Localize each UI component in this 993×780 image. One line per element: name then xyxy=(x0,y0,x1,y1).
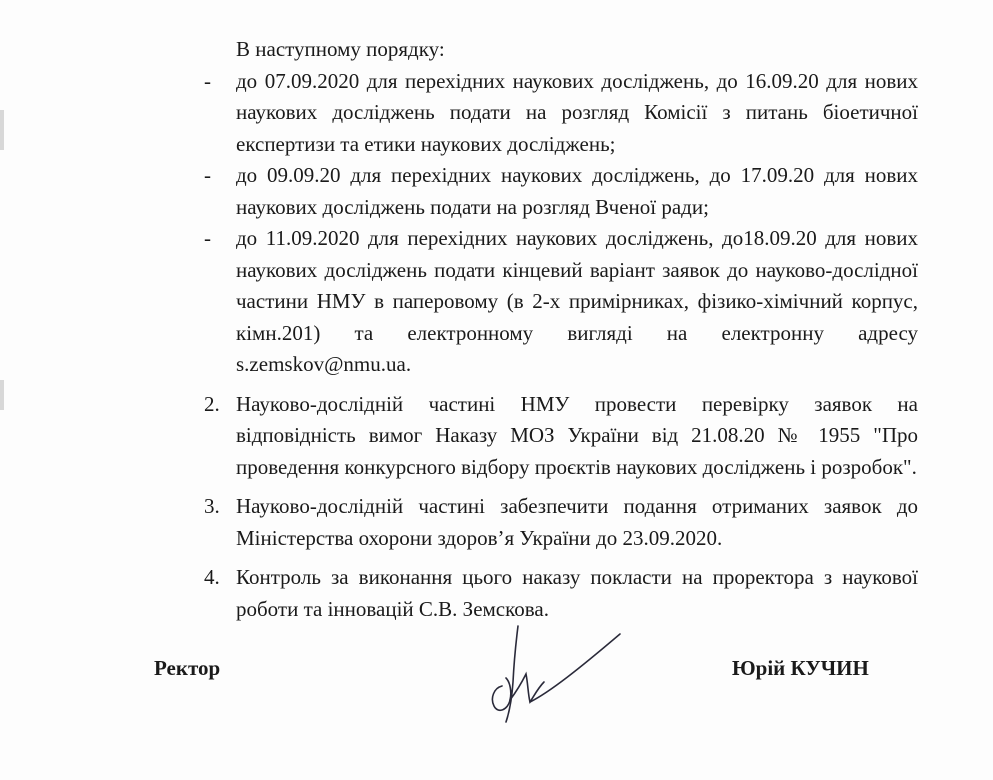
dash-marker: - xyxy=(204,163,211,187)
scan-edge-mark xyxy=(0,110,4,150)
list-item xyxy=(202,223,918,381)
order-body xyxy=(202,34,918,625)
dash-marker: - xyxy=(204,226,211,250)
numbered-item-text: Контроль за виконання цього наказу покласти на проректора з наукової роботи та інновацій С.В. Земскова. xyxy=(236,565,918,621)
intro-line: В наступному порядку: xyxy=(236,37,445,61)
item-number: 3. xyxy=(204,494,220,518)
numbered-item xyxy=(202,389,918,484)
list-item-text: до 09.09.20 для перехідних наукових досліджень, до 17.09.20 для нових наукових досліджень подати на розгляд Вченої ради; xyxy=(236,163,918,219)
signatory-title: Ректор xyxy=(154,656,221,680)
numbered-item-text: Науково-дослідній частині НМУ провести перевірку заявок на відповідність вимог Наказу МОЗ України від 21.08.20 № 1955 "Про проведення конкурсного відбору проєктів наукових досліджень і розробок". xyxy=(236,391,918,479)
numbered-item xyxy=(202,562,918,625)
scan-edge-mark xyxy=(0,380,4,410)
item-number: 4. xyxy=(204,565,220,589)
signature-block xyxy=(0,652,993,762)
list-item-text: до 11.09.2020 для перехідних наукових досліджень, до18.09.20 для нових наукових досліджень подати кінцевий варіант заявок до науково-дослідної частини НМУ в паперовому (в 2-х примірниках, фізико-хімічний корпус, кімн.201) та електронному вигляді на електронну адресу s.zemskov@nmu.ua. xyxy=(236,226,918,376)
list-item xyxy=(202,160,918,223)
numbered-item xyxy=(202,491,918,554)
numbered-list xyxy=(202,389,918,626)
handwritten-signature xyxy=(480,622,630,732)
list-item xyxy=(202,66,918,161)
dash-marker: - xyxy=(204,68,211,93)
deadline-list xyxy=(202,66,918,381)
signatory-name: Юрій КУЧИН xyxy=(732,656,869,680)
item-number: 2. xyxy=(204,391,220,416)
list-item-text: до 07.09.2020 для перехідних наукових досліджень, до 16.09.20 для нових наукових досліджень подати на розгляд Комісії з питань біоетичної експертизи та етики наукових досліджень; xyxy=(236,68,918,156)
numbered-item-text: Науково-дослідній частині забезпечити подання отриманих заявок до Міністерства охорони здоров’я України до 23.09.2020. xyxy=(236,494,918,550)
